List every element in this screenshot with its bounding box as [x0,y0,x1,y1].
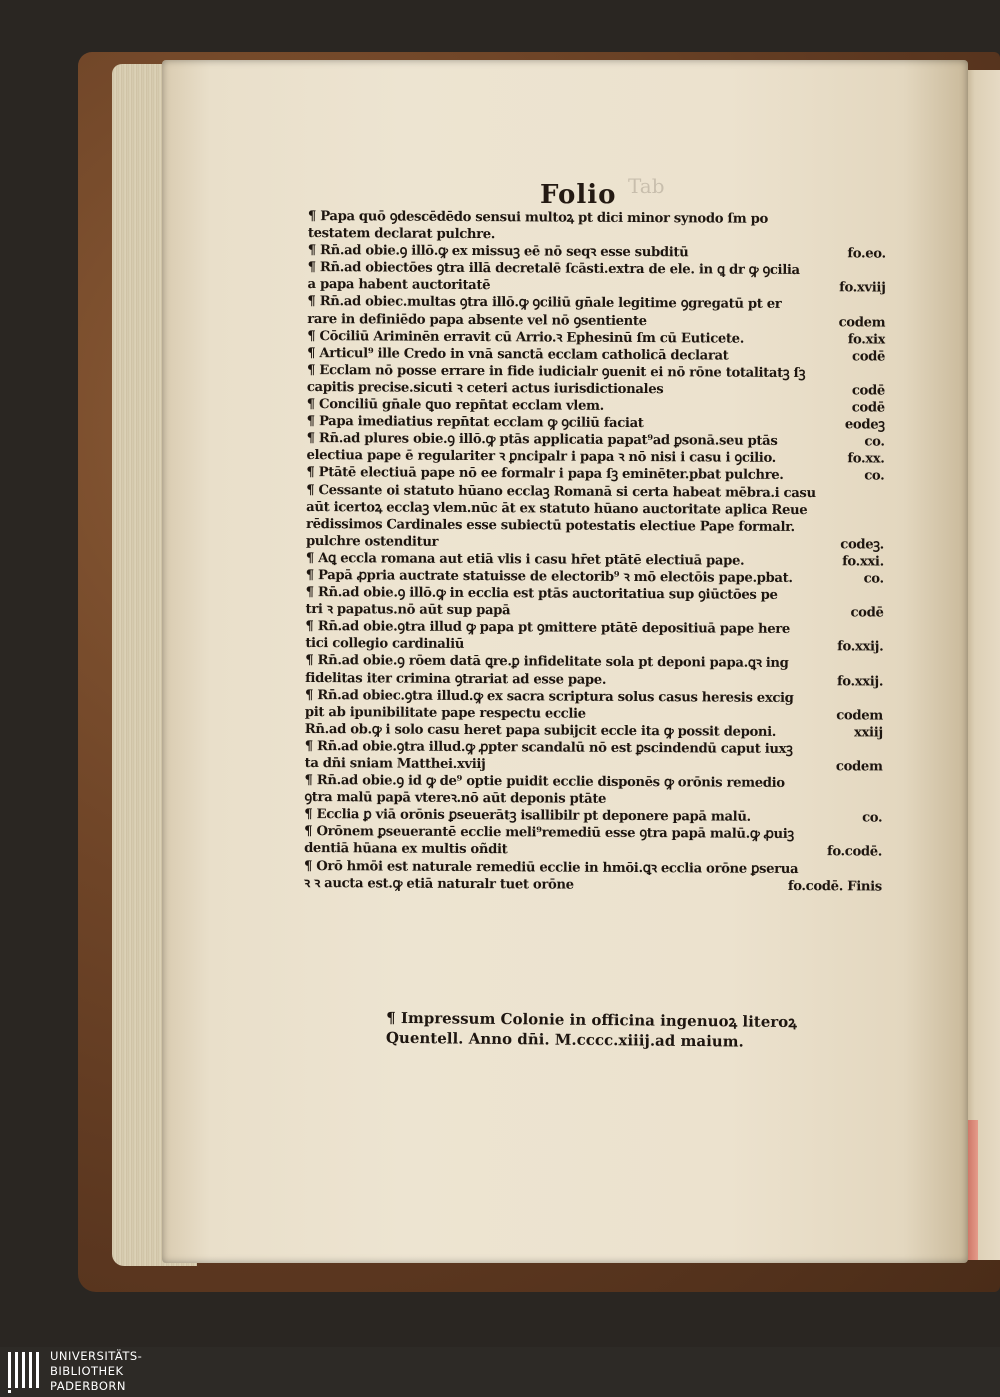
index-entry-reference: co. [864,468,885,484]
index-entry-text: electiua pape ē regulariter ꝛ ꝑncipalr i papa ꝛ nō nisi i casu i ꝯcilio. [306,448,776,467]
index-entry-reference: codē [850,605,884,621]
colophon-line: Quentell. Anno dn̄i. M.cccc.xiiij.ad maium. [385,1028,744,1051]
index-entry-reference: codē [851,400,885,416]
index-entry-text: ¶ Ecclia ꝑ viā orōnis ꝑseuerātꝫ isallibilr pt deponere papā malū. [304,807,751,825]
index-entry-reference: fo.xx. [847,451,885,467]
index-entry-text: ¶ Articul⁹ ille Credo in vnā sanctā ecclam catholicā declarat [307,345,729,364]
footer-bar [0,1347,1000,1397]
index-entry-reference: eodeꝫ [844,417,885,433]
index-entry-reference [876,827,882,844]
index-entry-reference [877,656,883,673]
index-entry-text: ¶ Rn̄.ad obiec.ꝯtra illud.ꝙ ex sacra scriptura solus casus heresis excig [304,687,794,706]
show-through-heading: Tab [628,174,665,198]
index-entry-reference [876,793,882,810]
university-library-logo [8,1350,44,1394]
index-entry-reference [880,263,886,280]
index-entry-reference: fo.eo. [847,246,886,262]
index-entry-reference: xxiij [853,725,883,741]
colophon [386,1008,806,1052]
index-entry-text: ¶ Cessante oi statuto hūano ecclaꝫ Romanā si certa habeat mēbra.i casu [306,482,816,501]
index-entry-text: capitis precise.sicuti ꝛ ceteri actus iurisdictionales [306,379,664,398]
index-entry-reference: fo.xviij [839,280,886,296]
index-entry-text: fidelitas iter crimina ꝯtrariat ad esse pape. [305,670,607,688]
index-entry-text: ¶ Conciliū gn̄ale ꝗuo repn̄tat ecclam vlem. [306,397,604,414]
index-entry-text: ¶ Rn̄.ad obie.ꝯ illō.ꝙ in ecclia est ptās auctoritatiua sup ꝯiūctōes pe [305,585,778,603]
facing-page-edge [964,70,1000,1260]
index-entry-reference [879,365,885,382]
index-entry-reference: codem [838,314,886,331]
index-entry-text: ¶ Papā ꝓpria auctrate statuisse de electorib⁹ ꝛ mō electōis pape.pbat. [305,567,793,586]
index-entry-reference [876,861,882,878]
index-entry-text: ¶ Papa quō ꝯdescēdēdo sensui multoꝝ pt dici minor synodo ſm po [307,208,768,227]
index-entry-text: ta dn̄i sniam Matthei.xviij [304,755,486,773]
index-entry-text: a papa habent auctoritatē [307,277,491,294]
index-entry-reference [878,502,884,519]
colophon-line: ¶ Impressum Colonie in officina ingenuoꝝ literoꝝ [386,1008,798,1032]
index-entry-text: pulchre ostenditur [305,533,439,550]
index-entry-reference: codē [852,349,886,365]
index-entry-reference: fo.xix [847,331,886,348]
index-entry-text: ¶ Cōciliū Ariminēn erravit cū Arrio.ꝛ Ephesinū ſm cū Euticete. [307,328,745,347]
index-entry-text: ¶ Orōnem ꝑseuerantē ecclie meli⁹remediū esse ꝯtra papā malū.ꝙ ꝓuiꝫ [304,824,794,843]
index-entry-reference: fo.xxi. [842,554,884,570]
index-entry-text: ꝯtra malū papā vtereꝛ.nō aūt deponis ptāte [304,790,607,808]
index-entry-text: tri ꝛ papatus.nō aūt sup papā [305,602,511,619]
index-entry-text: rare in definiēdo papa absente vel nō ꝯsentiente [307,311,647,329]
index-entry-text: Rn̄.ad ob.ꝙ i solo casu heret papa subijcit eccle ita ꝙ possit deponi. [304,721,777,740]
index-entry-text: tici collegio cardinaliū [305,636,465,653]
index-entry-text: ¶ Rn̄.ad obiec.multas ꝯtra illō.ꝙ ꝯciliū gn̄ale legitime ꝯgregatū pt er [307,294,782,313]
index-entry-reference [877,622,883,639]
index-line [304,875,882,896]
index-entry-reference [878,588,884,605]
page-heading: Folio [540,180,617,210]
index-entry-text: ¶ Papa imediatius repn̄tat ecclam ꝙ ꝯciliū faciat [306,414,644,432]
index-entry-text: testatem declarat pulchre. [307,226,496,243]
library-name-line: BIBLIOTHEK [50,1364,124,1378]
index-entry-reference: co. [862,810,883,826]
index-entry-text: ¶ Rn̄.ad obie.ꝯtra illud.ꝙ ꝓpter scandalū nō est ꝑscindendū caput iuxꝫ [304,738,793,757]
index-entry-reference [876,776,882,793]
index-entry-reference: co. [863,571,884,587]
index-entry-reference [877,690,883,707]
index-entry-text: ¶ Rn̄.ad obie.ꝯ rōem datā ꝗre.ꝑ infidelitate sola pt deponi papa.ꝗꝛ ing [305,653,789,672]
index-entry-reference: codem [836,707,883,724]
index-entry-reference [880,229,886,246]
index-entry-reference: fo.codē. [826,844,883,860]
library-name [50,1349,142,1394]
index-entry-reference [878,519,884,536]
index-entry-text: dentiā hūana ex multis oñdit [304,841,508,858]
index-entry-text: ¶ Rn̄.ad obie.ꝯ illō.ꝙ ex missuꝫ eē nō seqꝛ esse subditū [307,243,689,261]
index-entry-text: ¶ Rn̄.ad obie.ꝯtra illud ꝙ papa pt ꝯmittere ptātē depositiuā pape here [305,619,790,638]
index-entry-text: ¶ Ptātē electiuā pape nō ee formalr i papa ſꝫ eminēter.pbat pulchre. [306,465,784,484]
index-entry-text: pit ab ipunibilitate pape respectu ecclie [304,704,586,722]
index-entry-reference [878,485,884,502]
index-entry-reference: fo.xxij. [837,639,884,655]
index-entry-reference [877,741,883,758]
library-name-line: PADERBORN [50,1379,127,1393]
index-entry-text: ¶ Rn̄.ad obiectōes ꝯtra illā decretalē ſcāsti.extra de ele. in ꝗ dr ꝙ ꝯcilia [307,260,800,279]
index-entry-text: aūt icertoꝝ ecclaꝫ vlem.nūc āt ex statuto hūano auctoritate aplica Reue [306,499,808,518]
index-entry-reference: codeꝫ. [840,537,884,553]
index-entry-text: ¶ Orō hmōi est naturale remediū ecclie in hmōi.ꝗꝛ ecclia orōne ꝑserua [303,858,799,877]
index-entry-reference: codem [835,759,883,775]
index-entry-reference [880,211,886,228]
index-entry-reference: co. [864,434,885,450]
index-entry-reference [879,297,885,314]
index-entry-text: ¶ Rn̄.ad obie.ꝯ id ꝙ de⁹ optie puidit ecclie disponēs ꝙ orōnis remedio [304,773,785,792]
index-entry-text: ¶ Aꝗ eccla romana aut etiā vlis i casu hr̄et ptātē electiuā pape. [305,550,745,569]
index-entry-text: ꝛ ꝛ aucta est.ꝙ etiā naturalr tuet orōne [303,875,574,893]
library-name-line: UNIVERSITÄTS- [50,1349,143,1363]
index-entry-text: ¶ Ecclam nō posse errare in fide iudicialr ꝯuenit ei nō rōne totalitatꝫ ſꝫ [306,362,806,381]
index-entry-text: rēdissimos Cardinales esse subiectū potestatis electiue Pape formalr. [306,516,795,535]
index-entry-reference: codē [851,383,885,399]
index-entry-reference: fo.xxij. [836,673,884,690]
index-entry-reference: fo.codē. Finis [787,878,882,895]
index-text-block [304,208,886,895]
index-entry-text: ¶ Rn̄.ad plures obie.ꝯ illō.ꝙ ptās applicatia papat⁹ad ꝑsonā.seu ptās [306,431,778,450]
